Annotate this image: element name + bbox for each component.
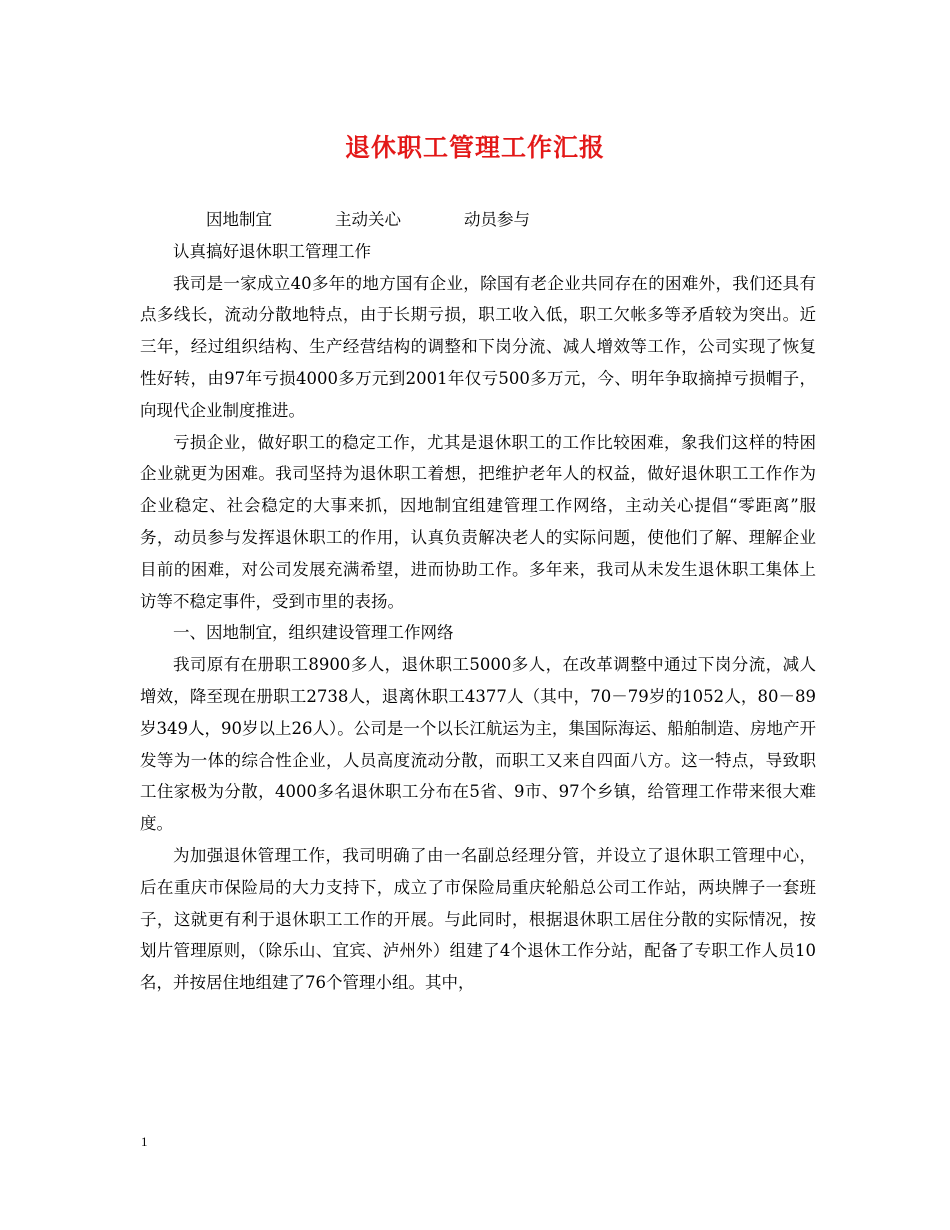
- paragraph-3: 我司原有在册职工8900多人，退休职工5000多人，在改革调整中通过下岗分流，减人增效，降至现在册职工2738人，退离休职工4377人（其中，70－79岁的1052人，80－89岁349人，90岁以上26人）。公司是一个以长江航运为主，集国际海运、船舶制造、房地产开发等为一体的综合性企业，人员高度流动分散，而职工又来自四面八方。这一特点，导致职工住家极为分散，4000多名退休职工分布在5省、9市、97个乡镇，给管理工作带来很大难度。: [140, 655, 816, 834]
- page-number: 1: [141, 1134, 148, 1149]
- document-title: 退休职工管理工作汇报: [344, 133, 605, 162]
- subtitle-part-3: 动员参与: [464, 210, 530, 229]
- subtitle-part-1: 因地制宜: [206, 210, 272, 229]
- document-body: [140, 204, 816, 999]
- subtitle-part-2: 主动关心: [335, 210, 401, 229]
- paragraph-1: 我司是一家成立40多年的地方国有企业，除国有老企业共同存在的困难外，我们还具有点多线长，流动分散地特点，由于长期亏损，职工收入低，职工欠帐多等矛盾较为突出。近三年，经过组织结构、生产经营结构的调整和下岗分流、减人增效等工作，公司实现了恢复性好转，由97年亏损4000多万元到2001年仅亏500多万元，今、明年争取摘掉亏损帽子，向现代企业制度推进。: [140, 273, 816, 420]
- subtitle-line-2: 认真搞好退休职工管理工作: [173, 241, 371, 261]
- paragraph-2: 亏损企业，做好职工的稳定工作，尤其是退休职工的工作比较困难，象我们这样的特困企业就更为困难。我司坚持为退休职工着想，把维护老年人的权益，做好退休职工工作作为企业稳定、社会稳定的大事来抓，因地制宜组建管理工作网络，主动关心提倡“零距离”服务，动员参与发挥退休职工的作用，认真负责解决老人的实际问题，使他们了解、理解企业目前的困难，对公司发展充满希望，进而协助工作。多年来，我司从未发生退休职工集体上访等不稳定事件，受到市里的表扬。: [140, 432, 816, 611]
- paragraph-4: 为加强退休管理工作，我司明确了由一名副总经理分管，并设立了退休职工管理中心，后在重庆市保险局的大力支持下，成立了市保险局重庆轮船总公司工作站，两块牌子一套班子，这就更有利于退休职工工作的开展。与此同时，根据退休职工居住分散的实际情况，按划片管理原则，（除乐山、宜宾、泸州外）组建了4个退休工作分站，配备了专职工作人员10名，并按居住地组建了76个管理小组。其中，: [140, 845, 816, 993]
- section-heading: 一、因地制宜，组织建设管理工作网络: [173, 623, 454, 643]
- subtitle-line: [140, 204, 816, 236]
